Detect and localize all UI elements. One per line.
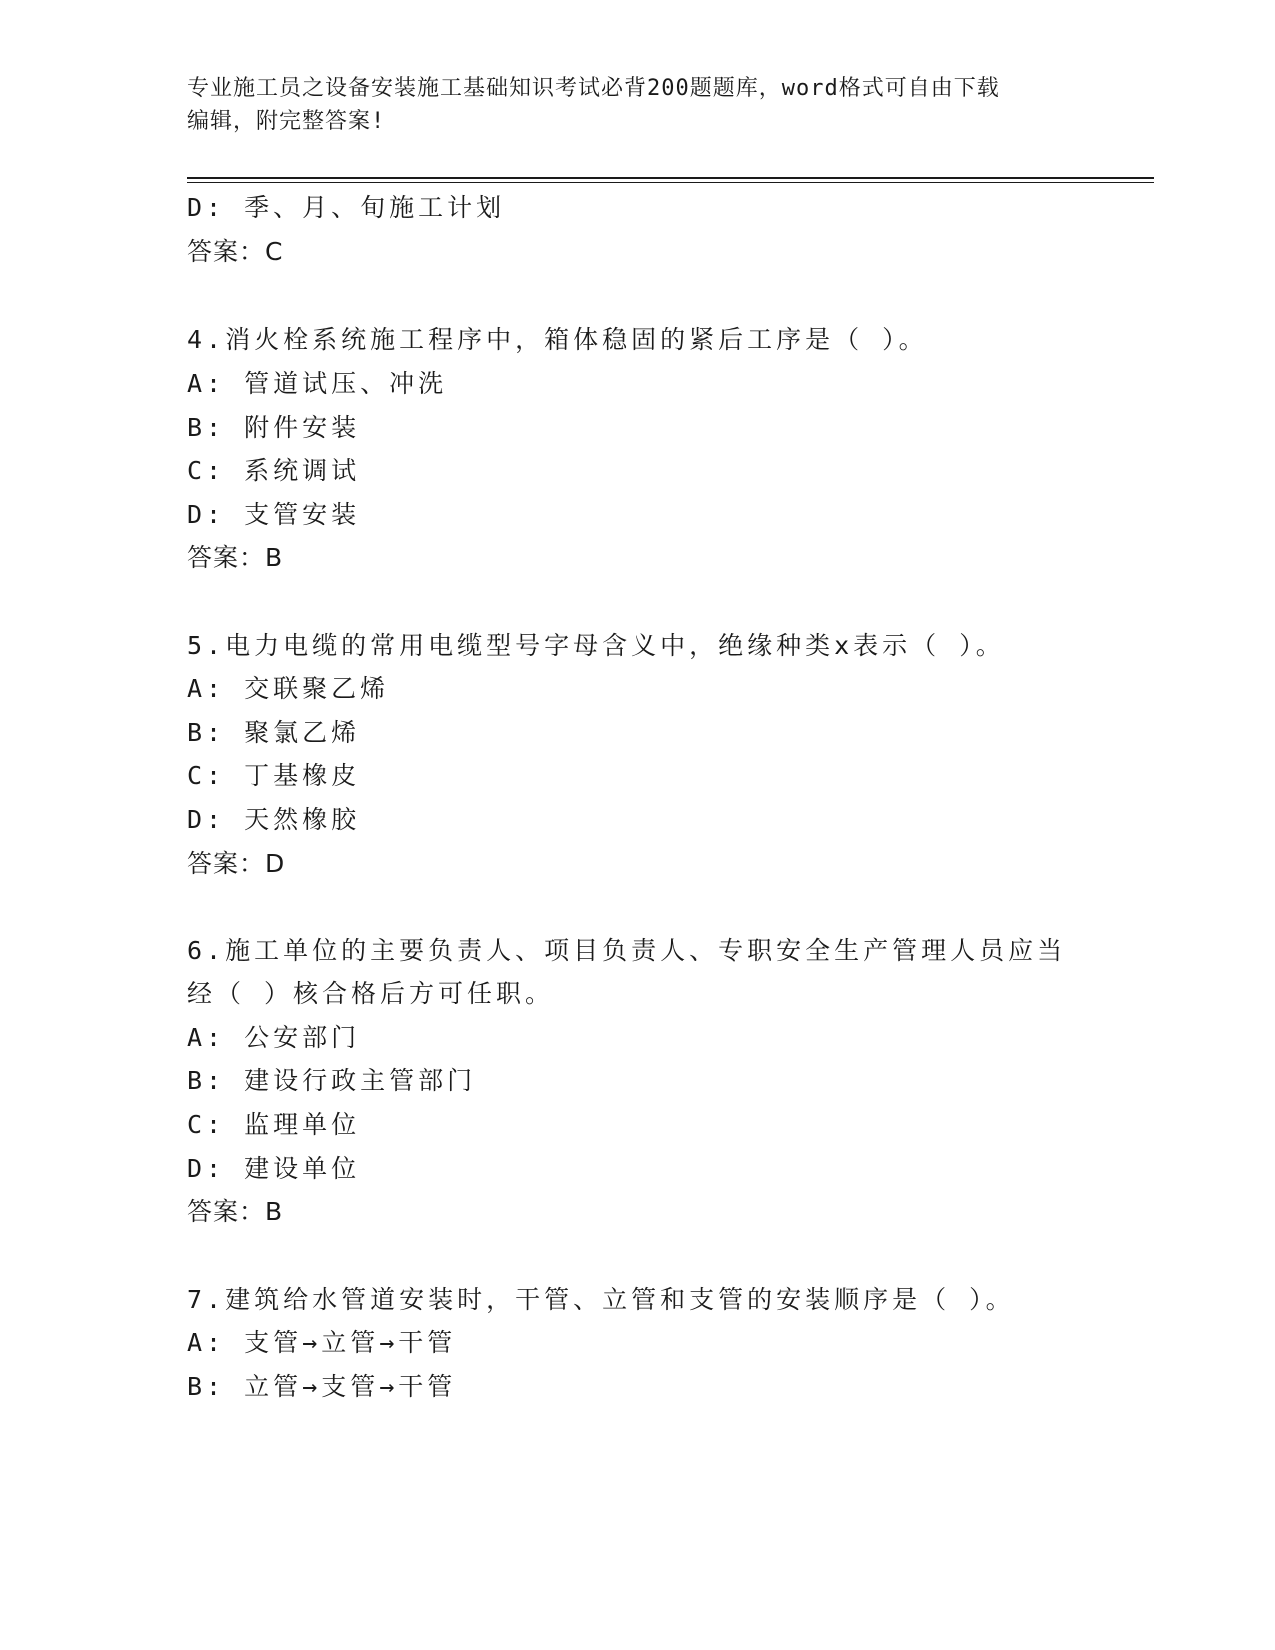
q4-option-a: A: 管道试压、冲洗 [187,369,448,398]
q3-answer: 答案：C [187,237,284,266]
q4-answer: 答案：B [187,543,284,572]
q6-answer: 答案：B [187,1197,284,1226]
q6-stem-line1: 6.施工单位的主要负责人、项目负责人、专职安全生产管理人员应当 [187,936,1067,965]
q6-option-d: D: 建设单位 [187,1154,361,1183]
q7-stem: 7.建筑给水管道安装时，干管、立管和支管的安装顺序是（ ）。 [187,1285,1015,1314]
q3-option-d: D: 季、月、旬施工计划 [187,193,506,222]
q4-option-d: D: 支管安装 [187,500,361,529]
q4-option-c: C: 系统调试 [187,456,361,485]
q5-option-b: B: 聚氯乙烯 [187,718,361,747]
q4-option-b: B: 附件安装 [187,413,361,442]
q6-option-a: A: 公安部门 [187,1023,361,1052]
document-header [187,72,1087,138]
header-rule-thin [187,182,1154,183]
q7-option-b: B: 立管→支管→干管 [187,1372,457,1401]
q6-option-b: B: 建设行政主管部门 [187,1066,477,1095]
header-title-line1: 专业施工员之设备安装施工基础知识考试必背200题题库，word格式可自由下载 [187,76,1000,101]
q5-option-d: D: 天然橡胶 [187,805,361,834]
q5-answer: 答案：D [187,849,286,878]
q5-option-c: C: 丁基橡皮 [187,761,361,790]
q6-stem-line2: 经（ ）核合格后方可任职。 [187,979,555,1008]
q6-option-c: C: 监理单位 [187,1110,361,1139]
q5-stem: 5.电力电缆的常用电缆型号字母含义中，绝缘种类x表示（ ）。 [187,631,1005,660]
q4-stem: 4.消火栓系统施工程序中，箱体稳固的紧后工序是（ ）。 [187,325,928,354]
q5-option-a: A: 交联聚乙烯 [187,674,390,703]
header-rule-thick [187,177,1154,179]
q7-option-a: A: 支管→立管→干管 [187,1328,457,1357]
header-title-line2: 编辑，附完整答案! [187,109,386,134]
